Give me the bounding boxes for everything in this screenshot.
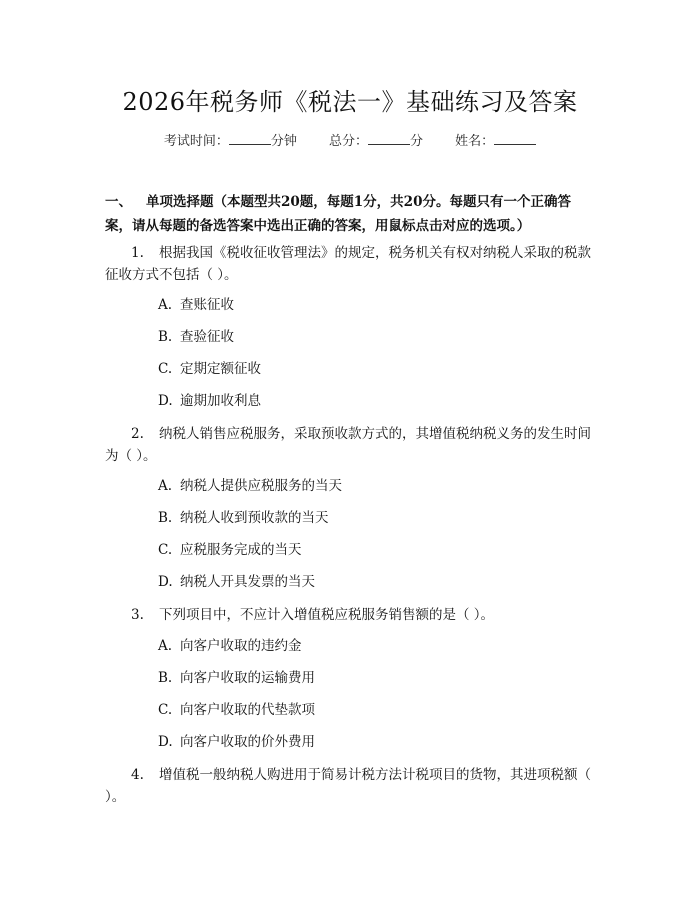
question-text: 增值税一般纳税人购进用于简易计税方法计税项目的货物，其进项税额（ ）。 xyxy=(105,767,591,805)
option-text: 纳税人提供应税服务的当天 xyxy=(180,478,342,494)
option-letter: C. xyxy=(158,361,173,377)
question-3 xyxy=(105,604,595,626)
exam-time-unit: 分钟 xyxy=(270,134,297,149)
name-field xyxy=(455,134,536,149)
option-text: 纳税人开具发票的当天 xyxy=(180,574,315,590)
exam-meta xyxy=(0,130,700,149)
option-letter: C. xyxy=(158,702,173,718)
option-1a[interactable] xyxy=(158,295,234,315)
exam-time-label: 考试时间： xyxy=(163,134,229,149)
option-letter: D. xyxy=(158,393,173,409)
total-score-unit: 分 xyxy=(410,134,424,149)
option-letter: B. xyxy=(158,329,173,345)
option-2d[interactable] xyxy=(158,572,315,592)
option-letter: D. xyxy=(158,734,173,750)
section-number: 一、 xyxy=(105,194,132,210)
name-blank xyxy=(494,132,536,145)
option-text: 查验征收 xyxy=(180,329,234,345)
option-letter: A. xyxy=(158,638,173,654)
option-2c[interactable] xyxy=(158,540,302,560)
question-number: 2. xyxy=(131,426,144,442)
question-text: 下列项目中，不应计入增值税应税服务销售额的是（ ）。 xyxy=(159,607,495,623)
question-2 xyxy=(105,423,595,467)
option-letter: D. xyxy=(158,574,173,590)
option-letter: A. xyxy=(158,297,173,313)
option-1c[interactable] xyxy=(158,359,261,379)
option-2b[interactable] xyxy=(158,508,329,528)
question-number: 1. xyxy=(131,245,144,261)
exam-time-field xyxy=(164,134,301,149)
option-text: 向客户收取的违约金 xyxy=(180,638,302,654)
option-letter: B. xyxy=(158,510,173,526)
option-letter: B. xyxy=(158,670,173,686)
option-2a[interactable] xyxy=(158,476,342,496)
option-1b[interactable] xyxy=(158,327,234,347)
question-1 xyxy=(105,242,595,286)
option-text: 定期定额征收 xyxy=(180,361,261,377)
option-text: 逾期加收利息 xyxy=(180,393,261,409)
option-letter: A. xyxy=(158,478,173,494)
option-3d[interactable] xyxy=(158,732,315,752)
question-4 xyxy=(105,764,595,808)
option-letter: C. xyxy=(158,542,173,558)
option-text: 应税服务完成的当天 xyxy=(180,542,302,558)
question-text: 纳税人销售应税服务，采取预收款方式的，其增值税纳税义务的发生时间为（ ）。 xyxy=(105,426,591,464)
option-3a[interactable] xyxy=(158,636,302,656)
question-text: 根据我国《税收征收管理法》的规定，税务机关有权对纳税人采取的税款征收方式不包括（ ）。 xyxy=(105,245,591,283)
total-score-blank xyxy=(368,132,410,145)
page-title: 2026年税务师《税法一》基础练习及答案 xyxy=(122,88,578,116)
section-text: 单项选择题（本题型共20题，每题1分，共20分。每题只有一个正确答案，请从每题的备选答案中选出正确的答案，用鼠标点击对应的选项。） xyxy=(105,194,571,234)
name-label: 姓名： xyxy=(455,134,495,149)
option-text: 查账征收 xyxy=(180,297,234,313)
option-3b[interactable] xyxy=(158,668,315,688)
option-1d[interactable] xyxy=(158,391,261,411)
section-heading xyxy=(105,190,585,238)
question-number: 3. xyxy=(131,607,144,623)
option-text: 向客户收取的价外费用 xyxy=(180,734,315,750)
option-text: 向客户收取的运输费用 xyxy=(180,670,315,686)
question-number: 4. xyxy=(131,767,144,783)
option-text: 向客户收取的代垫款项 xyxy=(180,702,315,718)
total-score-field xyxy=(329,134,427,149)
option-text: 纳税人收到预收款的当天 xyxy=(180,510,329,526)
option-3c[interactable] xyxy=(158,700,315,720)
total-score-label: 总分： xyxy=(328,134,368,149)
exam-time-blank xyxy=(229,132,271,145)
